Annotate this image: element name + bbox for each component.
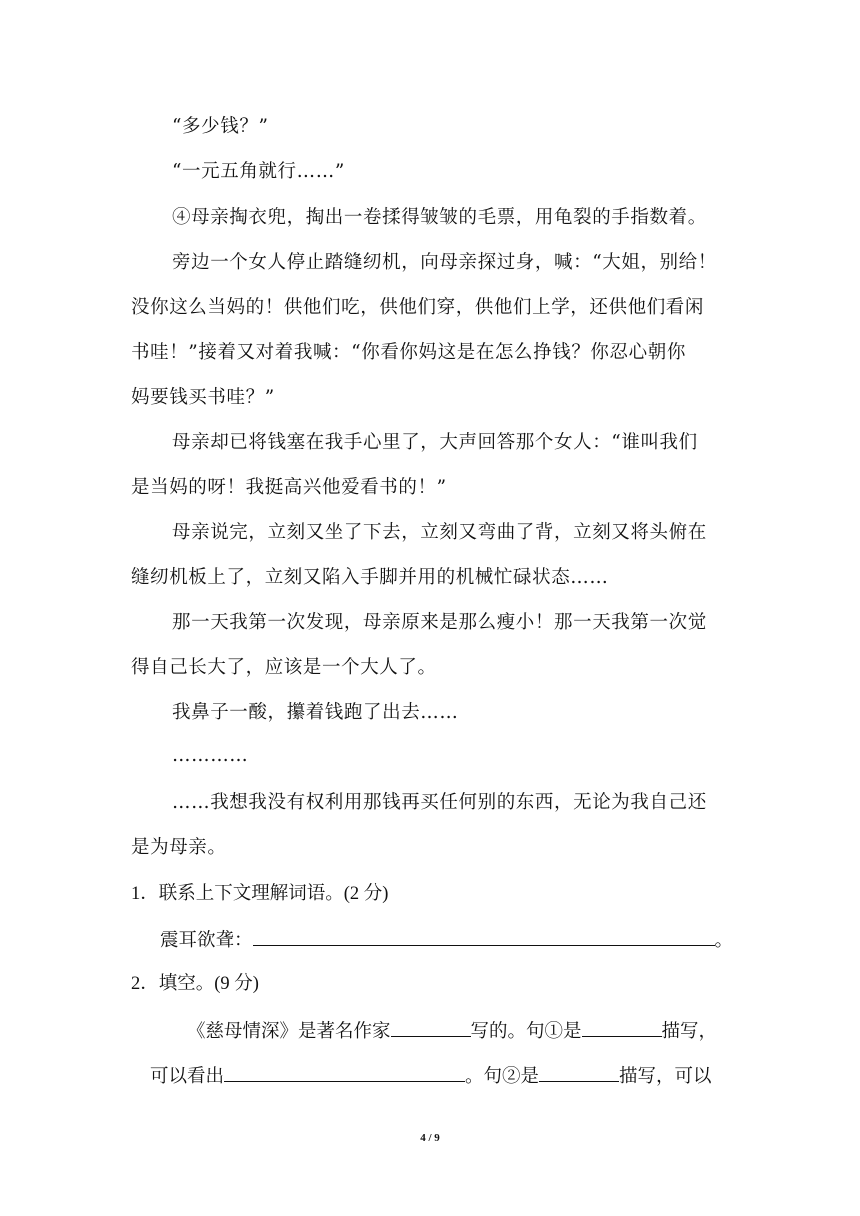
page-number: 4 / 9 bbox=[420, 1132, 440, 1144]
fill-text: 描写， bbox=[661, 1022, 718, 1042]
passage-line: 母亲说完，立刻又坐了下去，立刻又弯曲了背，立刻又将头俯在 bbox=[172, 522, 707, 543]
passage-line: “一元五角就行……” bbox=[172, 161, 345, 182]
passage-line: 得自己长大了，应该是一个大人了。 bbox=[131, 657, 437, 678]
answer-blank[interactable] bbox=[391, 1018, 471, 1037]
question-text: 填空。(9 分) bbox=[158, 974, 259, 994]
question-1 bbox=[131, 882, 388, 906]
answer-blank[interactable] bbox=[582, 1018, 662, 1037]
passage-line: 是当妈的呀！我挺高兴他爱看书的！” bbox=[131, 477, 447, 498]
question-2 bbox=[131, 972, 259, 996]
passage-line: 缝纫机板上了，立刻又陷入手脚并用的机械忙碌状态…… bbox=[131, 567, 609, 588]
question-number: 1． bbox=[131, 884, 159, 904]
fill-text: 描写，可以 bbox=[619, 1067, 712, 1087]
passage-line: ④母亲掏衣兜，掏出一卷揉得皱皱的毛票，用龟裂的手指数着。 bbox=[172, 207, 707, 228]
passage-line: ……我想我没有权利用那钱再买任何别的东西，无论为我自己还 bbox=[172, 792, 707, 813]
period: 。 bbox=[714, 931, 734, 951]
answer-blank[interactable] bbox=[224, 1063, 465, 1082]
fill-text: 写的。句①是 bbox=[470, 1022, 582, 1042]
question-1-answer-line bbox=[160, 927, 733, 953]
question-2-line-2 bbox=[150, 1063, 712, 1089]
passage-line: 书哇！”接着又对着我喊：“你看你妈这是在怎么挣钱？你忍心朝你 bbox=[131, 342, 686, 363]
question-number: 2． bbox=[131, 974, 159, 994]
passage-line: 妈要钱买书哇？” bbox=[131, 387, 275, 408]
passage-line: 是为母亲。 bbox=[131, 837, 227, 858]
passage-line: “多少钱？” bbox=[172, 116, 269, 137]
passage-line: ………… bbox=[172, 745, 249, 766]
passage-line: 我鼻子一酸，攥着钱跑了出去…… bbox=[172, 702, 459, 723]
question-text: 联系上下文理解词语。(2 分) bbox=[158, 884, 389, 904]
passage-line: 旁边一个女人停止踏缝纫机，向母亲探过身，喊：“大姐，别给！ bbox=[172, 252, 717, 273]
fill-text: 《慈母情深》是著名作家 bbox=[187, 1022, 391, 1042]
question-2-line-1 bbox=[187, 1018, 717, 1044]
term-label: 震耳欲聋： bbox=[160, 931, 253, 951]
fill-text: 可以看出 bbox=[150, 1067, 225, 1087]
passage-line: 没你这么当妈的！供他们吃，供他们穿，供他们上学，还供他们看闲 bbox=[131, 297, 705, 318]
passage-line: 那一天我第一次发现，母亲原来是那么瘦小！那一天我第一次觉 bbox=[172, 612, 707, 633]
answer-blank[interactable] bbox=[253, 927, 715, 946]
fill-text: 。句②是 bbox=[465, 1067, 540, 1087]
answer-blank[interactable] bbox=[539, 1063, 619, 1082]
passage-line: 母亲却已将钱塞在我手心里了，大声回答那个女人：“谁叫我们 bbox=[172, 432, 698, 453]
